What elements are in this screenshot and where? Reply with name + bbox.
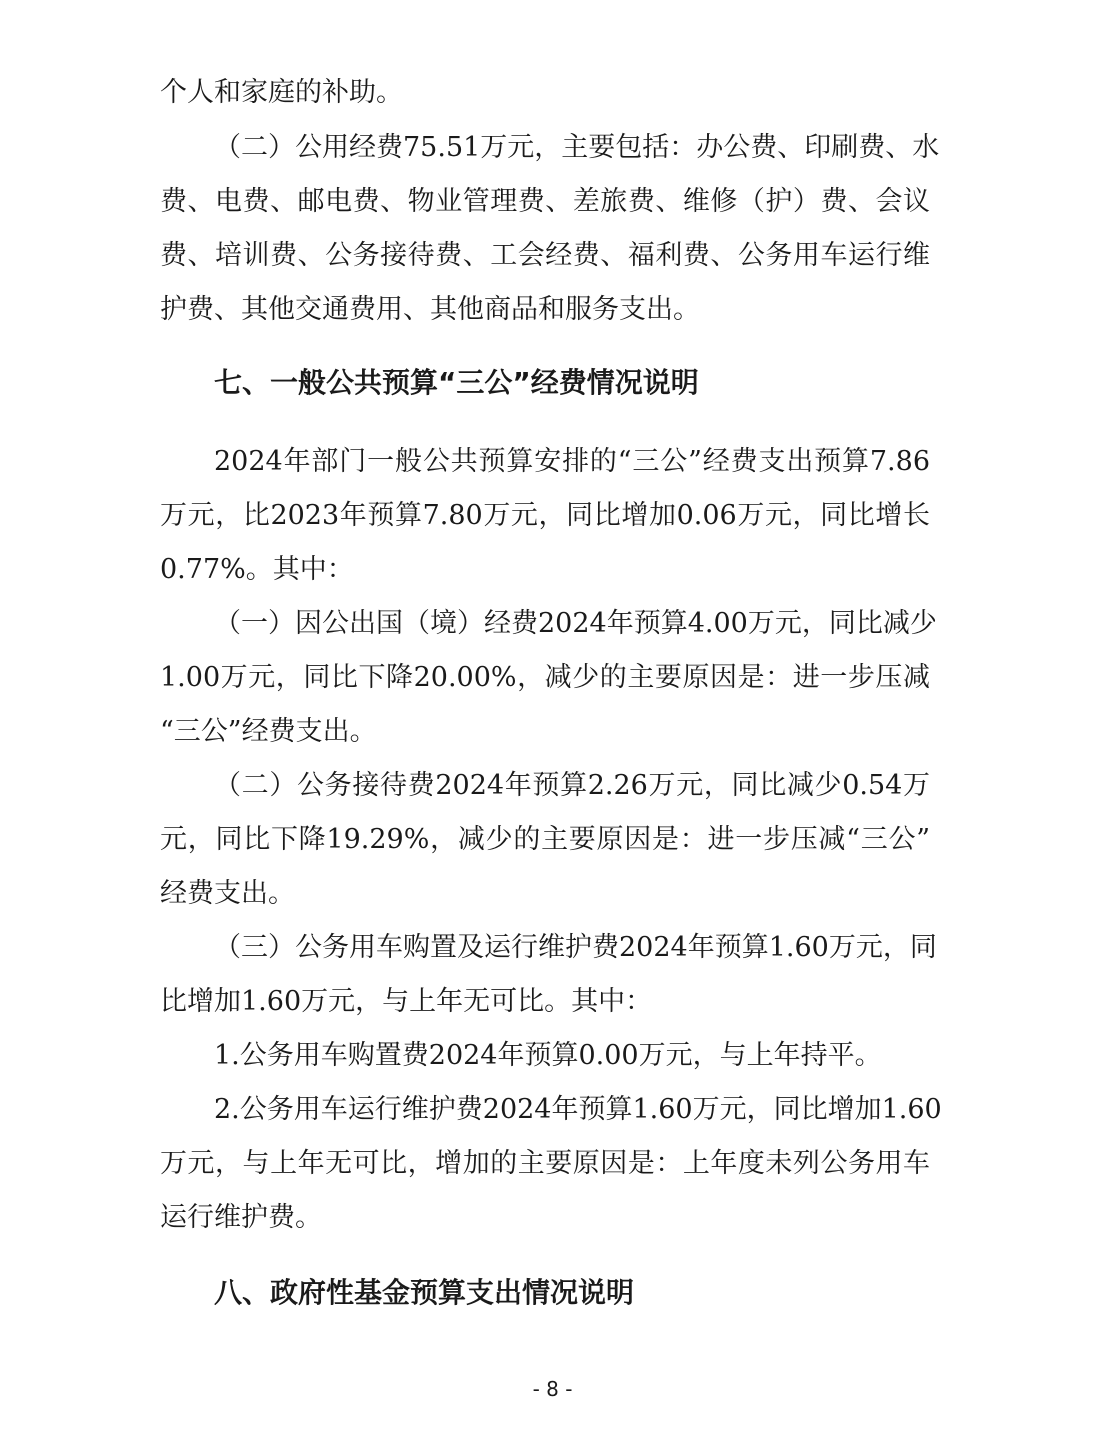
body-text-line: 0.77%。其中： xyxy=(160,554,354,585)
page-number: - 8 - xyxy=(532,1377,573,1401)
body-text-line: 费、培训费、公务接待费、工会经费、福利费、公务用车运行维 xyxy=(160,240,930,271)
body-text-line: 护费、其他交通费用、其他商品和服务支出。 xyxy=(160,294,700,325)
body-text-line: 1.00万元，同比下降20.00%，减少的主要原因是：进一步压减 xyxy=(160,662,930,693)
paragraph-three-public-summary: 2024年部门一般公共预算安排的“三公”经费支出预算7.86 xyxy=(214,446,930,477)
paragraph-public-expenses: （二）公用经费75.51万元，主要包括：办公费、印刷费、水 xyxy=(214,132,940,163)
paragraph-overseas-travel: （一）因公出国（境）经费2024年预算4.00万元，同比减少 xyxy=(214,608,937,639)
list-item-vehicle-purchase: 1.公务用车购置费2024年预算0.00万元，与上年持平。 xyxy=(214,1040,882,1071)
paragraph-official-vehicles: （三）公务用车购置及运行维护费2024年预算1.60万元，同 xyxy=(214,932,937,963)
body-text-line: 运行维护费。 xyxy=(160,1202,322,1233)
body-text-line: 比增加1.60万元，与上年无可比。其中： xyxy=(160,986,653,1017)
body-text-line: 元，同比下降19.29%，减少的主要原因是：进一步压减“三公” xyxy=(160,824,930,855)
body-text-line: 费、电费、邮电费、物业管理费、差旅费、维修（护）费、会议 xyxy=(160,186,930,217)
section-heading-seven: 七、一般公共预算“三公”经费情况说明 xyxy=(214,366,699,399)
paragraph-reception: （二）公务接待费2024年预算2.26万元，同比减少0.54万 xyxy=(214,770,930,801)
list-item-vehicle-maintenance: 2.公务用车运行维护费2024年预算1.60万元，同比增加1.60 xyxy=(214,1094,942,1125)
body-text-line: 万元，比2023年预算7.80万元，同比增加0.06万元，同比增长 xyxy=(160,500,930,531)
body-text-line: 经费支出。 xyxy=(160,878,295,909)
body-text-line: “三公”经费支出。 xyxy=(160,716,377,747)
body-text-line: 个人和家庭的补助。 xyxy=(160,77,403,108)
section-heading-eight: 八、政府性基金预算支出情况说明 xyxy=(214,1276,635,1309)
body-text-line: 万元，与上年无可比，增加的主要原因是：上年度未列公务用车 xyxy=(160,1148,930,1179)
